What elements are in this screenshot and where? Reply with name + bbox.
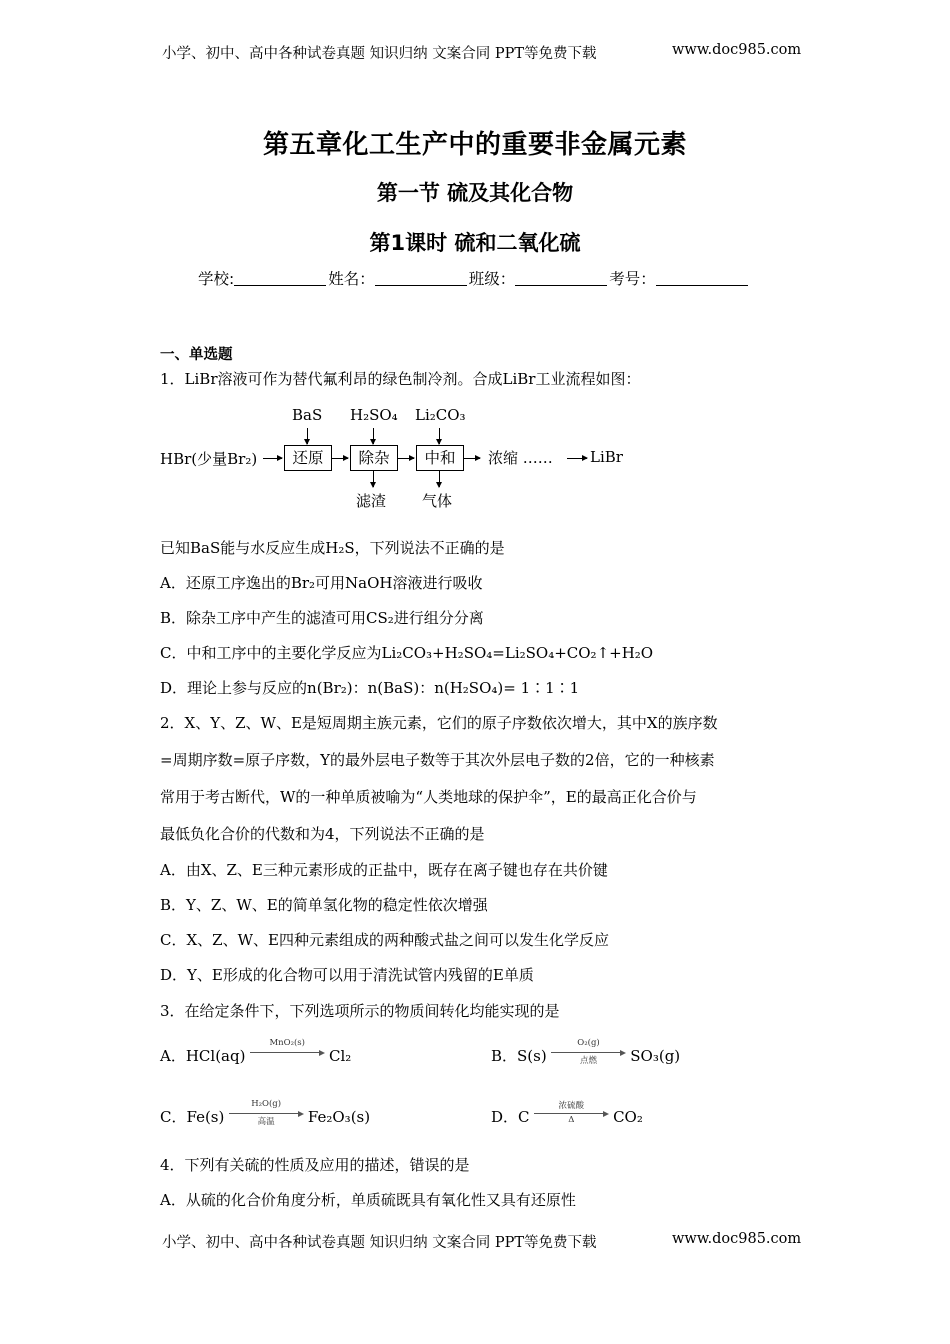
q1-note: 已知BaS能与水反应生成H₂S，下列说法不正确的是 — [160, 539, 505, 557]
flow-step-neutralize: 中和 — [416, 445, 464, 471]
q3-option-c-product: Fe₂O₃(s) — [307, 1108, 371, 1126]
q3-option-c — [160, 1099, 371, 1127]
student-info — [198, 267, 750, 289]
number-label: 考号： — [609, 270, 656, 288]
flow-arrow — [373, 428, 374, 444]
class-field[interactable] — [515, 270, 607, 286]
flow-reagent-li2co3: Li₂CO₃ — [415, 406, 466, 424]
flow-product: LiBr — [590, 448, 623, 466]
flow-input: HBr(少量Br₂) — [160, 450, 258, 468]
header-left-text: 小学、初中、高中各种试卷真题 知识归纳 文案合同 PPT等免费下载 — [162, 46, 597, 62]
q2-stem-line: 常用于考古断代，W的一种单质被喻为“人类地球的保护伞”，E的最高正化合价与 — [160, 788, 697, 806]
q1-option-d: D．理论上参与反应的n(Br₂)：n(BaS)：n(H₂SO₄)= 1∶1∶1 — [160, 679, 580, 697]
footer-left-text: 小学、初中、高中各种试卷真题 知识归纳 文案合同 PPT等免费下载 — [162, 1235, 597, 1251]
q3-option-b-reactant: B．S(s) — [491, 1047, 547, 1065]
q3-option-d-reactant: D．C — [491, 1108, 530, 1126]
flow-step-purify: 除杂 — [350, 445, 398, 471]
reaction-condition: O₂(g) — [577, 1038, 600, 1048]
flow-arrow — [307, 428, 308, 444]
reaction-condition: Δ — [568, 1115, 575, 1125]
q1-stem: 1．LiBr溶液可作为替代氟利昂的绿色制冷剂。合成LiBr工业流程如图： — [160, 370, 641, 388]
q3-stem: 3．在给定条件下，下列选项所示的物质间转化均能实现的是 — [160, 1002, 560, 1020]
q1-flow-diagram — [160, 398, 640, 518]
q1-option-b: B．除杂工序中产生的滤渣可用CS₂进行组分分离 — [160, 609, 484, 627]
reaction-arrow — [250, 1038, 324, 1066]
reaction-condition: H₂O(g) — [251, 1099, 282, 1109]
flow-output-gas: 气体 — [422, 492, 453, 510]
flow-arrow — [331, 458, 348, 459]
header-website: www.doc985.com — [672, 42, 802, 58]
q4-option-a: A．从硫的化合价角度分析，单质硫既具有氧化性又具有还原性 — [160, 1191, 576, 1209]
flow-arrow — [397, 458, 414, 459]
name-label: 姓名： — [328, 270, 375, 288]
flow-arrow — [567, 458, 587, 459]
q3-option-d — [491, 1101, 643, 1127]
flow-arrow — [373, 471, 374, 487]
q3-option-a-reactant: A．HCl(aq) — [160, 1047, 246, 1065]
q1-option-a: A．还原工序逸出的Br₂可用NaOH溶液进行吸收 — [160, 574, 483, 592]
flow-arrow — [463, 458, 480, 459]
flow-reagent-h2so4: H₂SO₄ — [350, 406, 398, 424]
school-field[interactable] — [234, 270, 326, 286]
footer-website: www.doc985.com — [672, 1231, 802, 1247]
reaction-condition: 点燃 — [579, 1056, 597, 1066]
reaction-condition: MnO₂(s) — [269, 1038, 305, 1048]
school-label: 学校: — [198, 270, 235, 288]
flow-arrow — [439, 428, 440, 444]
q2-stem-line: =周期序数=原子序数，Y的最外层电子数等于其次外层电子数的2倍，它的一种核素 — [160, 751, 715, 769]
flow-arrow — [439, 471, 440, 487]
reaction-condition: 高温 — [257, 1117, 275, 1127]
section-title: 第一节 硫及其化合物 — [376, 181, 574, 205]
q3-option-b-product: SO₃(g) — [630, 1047, 681, 1065]
reaction-condition: 浓硫酸 — [558, 1101, 585, 1111]
number-field[interactable] — [656, 270, 748, 286]
section-heading: 一、单选题 — [160, 347, 233, 363]
flow-step-reduce: 还原 — [284, 445, 332, 471]
q2-stem-line: 最低负化合价的代数和为4，下列说法不正确的是 — [160, 825, 485, 843]
q2-option-a: A．由X、Z、E三种元素形成的正盐中，既存在离子键也存在共价键 — [160, 861, 608, 879]
lesson-title: 第1课时 硫和二氧化硫 — [369, 231, 581, 255]
q2-stem-line: 2．X、Y、Z、W、E是短周期主族元素，它们的原子序数依次增大，其中X的族序数 — [160, 714, 718, 732]
chapter-title: 第五章化工生产中的重要非金属元素 — [262, 130, 687, 160]
flow-arrow — [263, 458, 282, 459]
name-field[interactable] — [375, 270, 467, 286]
q3-option-a-product: Cl₂ — [329, 1047, 352, 1065]
q3-option-c-reactant: C．Fe(s) — [160, 1108, 225, 1126]
class-label: 班级： — [468, 270, 516, 288]
flow-concentrate: 浓缩 …… — [488, 449, 553, 467]
q3-option-b — [491, 1038, 681, 1066]
reaction-arrow — [534, 1101, 608, 1127]
reaction-arrow — [551, 1038, 625, 1066]
reaction-arrow — [229, 1099, 303, 1127]
q2-option-c: C．X、Z、W、E四种元素组成的两种酸式盐之间可以发生化学反应 — [160, 931, 609, 949]
flow-output-residue: 滤渣 — [356, 492, 387, 510]
flow-reagent-bas: BaS — [292, 406, 323, 424]
q3-option-d-product: CO₂ — [613, 1108, 643, 1126]
q4-stem: 4．下列有关硫的性质及应用的描述，错误的是 — [160, 1156, 470, 1174]
q1-option-c: C．中和工序中的主要化学反应为Li₂CO₃+H₂SO₄=Li₂SO₄+CO₂↑+H₂O — [160, 644, 654, 662]
q2-option-b: B．Y、Z、W、E的简单氢化物的稳定性依次增强 — [160, 896, 488, 914]
q2-option-d: D．Y、E形成的化合物可以用于清洗试管内残留的E单质 — [160, 966, 534, 984]
q3-option-a — [160, 1038, 352, 1066]
